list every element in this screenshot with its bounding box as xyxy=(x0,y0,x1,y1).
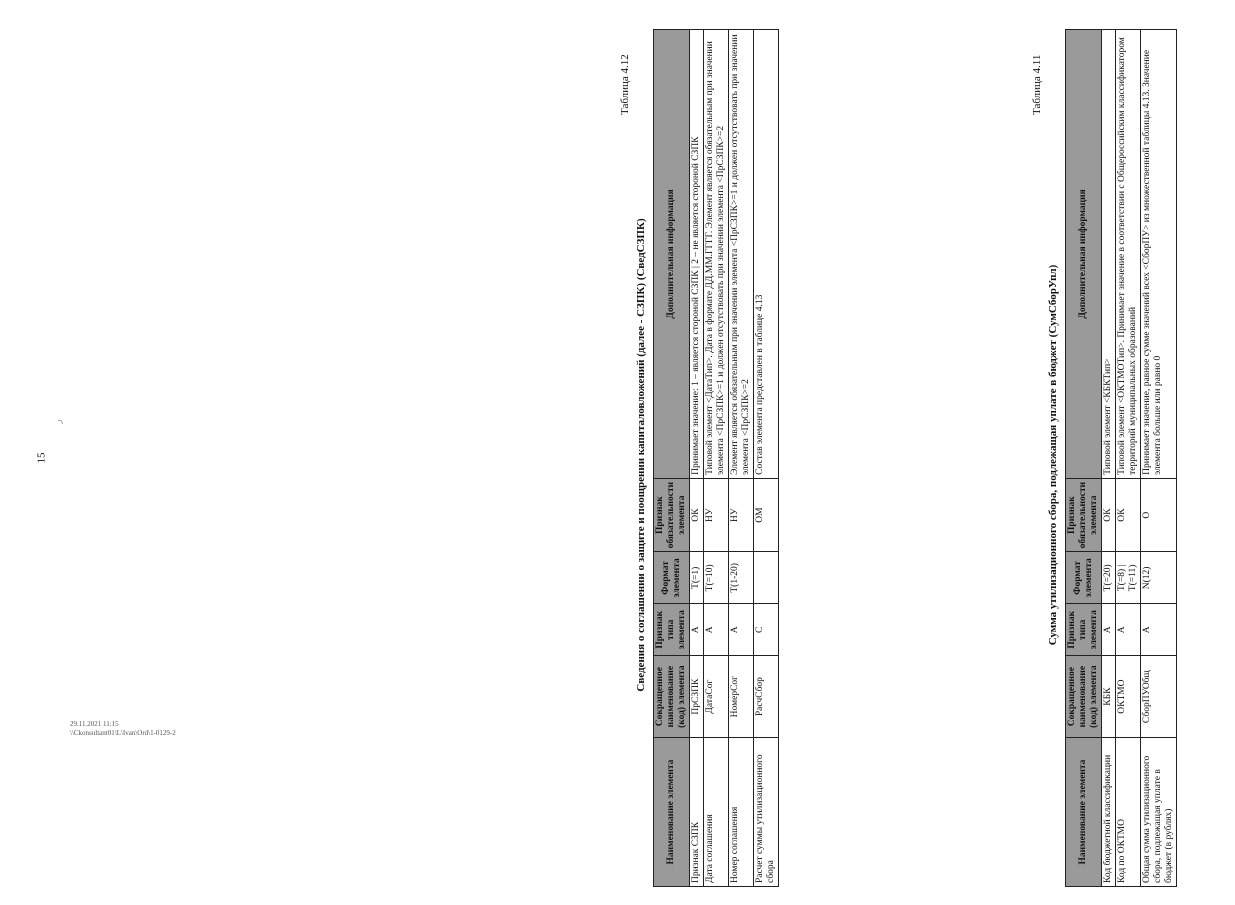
table-row xyxy=(754,30,779,887)
cell-required: НУ xyxy=(729,478,754,552)
header-cell: Формат элемента xyxy=(654,552,690,604)
table-411-caption: Таблица 4.11 xyxy=(1031,54,1043,115)
cell-name: Код по ОКТМО xyxy=(1116,738,1141,887)
table-header-row xyxy=(1066,30,1102,887)
table-row xyxy=(1116,30,1141,887)
header-cell: Дополнительная информация xyxy=(1066,30,1102,479)
cell-code: ОКТМО xyxy=(1116,656,1141,738)
cell-info: Состав элемента представлен в таблице 4.13 xyxy=(754,30,779,479)
cell-name: Расчет суммы утилизационного сбора xyxy=(754,738,779,887)
cell-name: Код бюджетной классификации xyxy=(1102,738,1116,887)
cell-code: ПрСЗПК xyxy=(690,656,704,738)
cell-code: НомерСог xyxy=(729,656,754,738)
cell-info: Элемент является обязательным при значении элемента <ПрСЗПК>=1 и должен отсутствовать при значении элемента <ПрСЗПК>=2 xyxy=(729,30,754,479)
cell-format: T(=10) xyxy=(704,552,729,604)
stamp-line-1: 29.11.2021 11:15 xyxy=(70,720,119,728)
stamp-line-2: \\Ckonsultant01\L\Ivan\Ord\1-0129-2 xyxy=(70,729,176,737)
cell-required: О xyxy=(1141,478,1177,552)
cell-format: T(=1) xyxy=(690,552,704,604)
cell-required: ОК xyxy=(690,478,704,552)
cell-name: Признак СЗПК xyxy=(690,738,704,887)
cell-info: Принимает значение: 1 – является стороной СЗПК | 2 – не является стороной СЗПК xyxy=(690,30,704,479)
table-411 xyxy=(1065,29,1177,887)
cell-info: Типовой элемент <КБКТип> xyxy=(1102,30,1116,479)
cell-type: А xyxy=(1102,604,1116,656)
table-412-title: Сведения о соглашении о защите и поощрении капиталовложений (далее - СЗПК) (СведСЗПК) xyxy=(635,218,647,692)
cell-name: Дата соглашения xyxy=(704,738,729,887)
cell-code: СборПУОбщ xyxy=(1141,656,1177,738)
page-number: 15 xyxy=(35,452,48,464)
table-412 xyxy=(653,29,779,887)
corner-mark: ر xyxy=(52,419,63,424)
table-row xyxy=(1102,30,1116,887)
table-row xyxy=(1141,30,1177,887)
cell-format: T(=20) xyxy=(1102,552,1116,604)
cell-required: ОМ xyxy=(754,478,779,552)
cell-type: А xyxy=(1141,604,1177,656)
cell-type: А xyxy=(704,604,729,656)
cell-type: С xyxy=(754,604,779,656)
cell-format: T(1-20) xyxy=(729,552,754,604)
cell-code: РасчСбор xyxy=(754,656,779,738)
header-cell: Сокращенное наименование (код) элемента xyxy=(1066,656,1102,738)
cell-name: Номер соглашения xyxy=(729,738,754,887)
header-cell: Признак обязательности элемента xyxy=(654,478,690,552)
cell-required: ОК xyxy=(1116,478,1141,552)
header-cell: Формат элемента xyxy=(1066,552,1102,604)
header-cell: Сокращенное наименование (код) элемента xyxy=(654,656,690,738)
header-cell: Дополнительная информация xyxy=(654,30,690,479)
cell-name: Общая сумма утилизационного сбора, подлежащая уплате в бюджет (в рублях) xyxy=(1141,738,1177,887)
table-411-title: Сумма утилизационного сбора, подлежащая уплате в бюджет (СумСборУпл) xyxy=(1047,264,1059,646)
rotated-sheet xyxy=(619,15,1235,895)
cell-format xyxy=(754,552,779,604)
cell-code: КБК xyxy=(1102,656,1116,738)
cell-type: А xyxy=(729,604,754,656)
table-row xyxy=(704,30,729,887)
table-row xyxy=(690,30,704,887)
cell-code: ДатаСог xyxy=(704,656,729,738)
cell-required: НУ xyxy=(704,478,729,552)
header-cell: Наименование элемента xyxy=(1066,738,1102,887)
print-stamp xyxy=(70,720,176,738)
table-row xyxy=(729,30,754,887)
cell-type: А xyxy=(690,604,704,656)
cell-info: Типовой элемент <ДатаТип>. Дата в формате ДД.ММ.ГГГГ. Элемент является обязательным при значении элемента <ПрСЗПК>=1 и должен отсутствовать при значении элемента <ПрСЗПК>=2 xyxy=(704,30,729,479)
cell-info: Типовой элемент <ОКТМОТип>. Принимает значение в соответствии с Общероссийским классификатором территорий муниципальных образований xyxy=(1116,30,1141,479)
cell-type: А xyxy=(1116,604,1141,656)
cell-format: T(=8) | T(=11) xyxy=(1116,552,1141,604)
table-header-row xyxy=(654,30,690,887)
cell-format: N(12) xyxy=(1141,552,1177,604)
header-cell: Признак типа элемента xyxy=(654,604,690,656)
header-cell: Наименование элемента xyxy=(654,738,690,887)
cell-required: ОК xyxy=(1102,478,1116,552)
cell-info: Принимает значение, равное сумме значений всех <СборПУ> из множественной таблицы 4.13. Значение элемента больше или равно 0 xyxy=(1141,30,1177,479)
table-412-caption: Таблица 4.12 xyxy=(619,54,631,115)
header-cell: Признак обязательности элемента xyxy=(1066,478,1102,552)
header-cell: Признак типа элемента xyxy=(1066,604,1102,656)
